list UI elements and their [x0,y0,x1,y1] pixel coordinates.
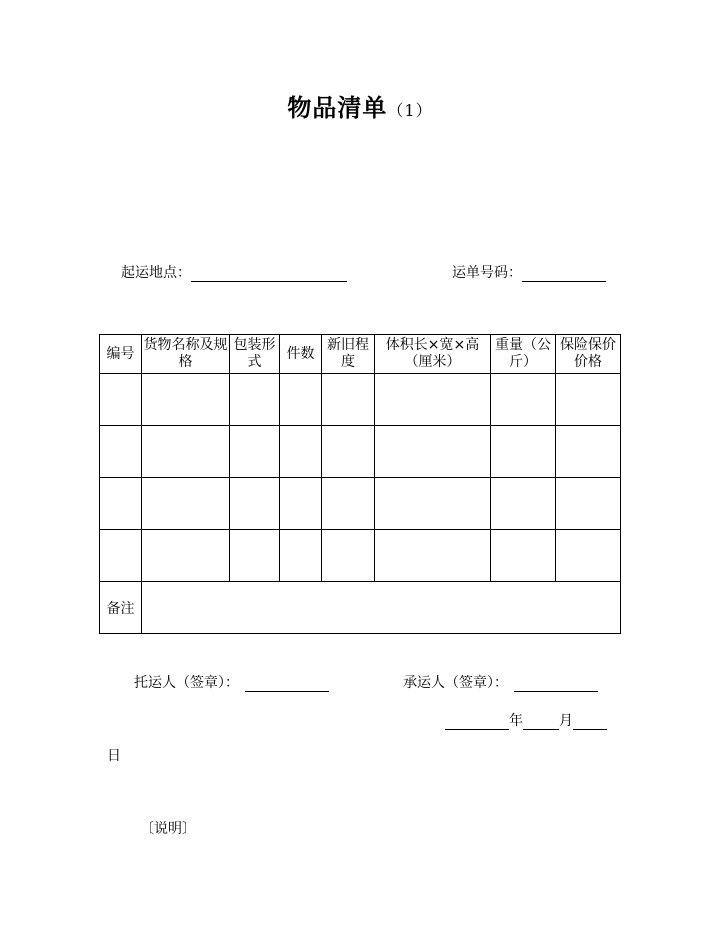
table-cell[interactable] [322,478,375,530]
remark-row [100,582,621,634]
header-weight: 重量（公斤） [491,335,556,374]
table-cell[interactable] [556,478,621,530]
table-cell[interactable] [100,426,142,478]
year-label: 年 [509,713,523,729]
origin-input-line[interactable] [191,267,347,282]
table-cell[interactable] [280,478,322,530]
table-row [100,426,621,478]
shipper-label: 托运人（签章）： [134,675,239,691]
header-volume: 体积长×宽×高（厘米） [375,335,491,374]
table-cell[interactable] [491,478,556,530]
document-title [0,88,720,123]
header-insured-value: 保险保价价格 [556,335,621,374]
table-row [100,478,621,530]
table-cell[interactable] [142,374,230,426]
table-cell[interactable] [280,530,322,582]
year-input-line[interactable] [445,715,509,730]
table-row [100,374,621,426]
remark-cell[interactable] [142,582,621,634]
table-cell[interactable] [142,530,230,582]
table-cell[interactable] [230,374,280,426]
month-input-line[interactable] [523,715,559,730]
table-cell[interactable] [375,478,491,530]
table-cell[interactable] [375,374,491,426]
month-label: 月 [559,713,573,729]
origin-field [121,262,347,282]
waybill-field [452,262,606,282]
header-quantity: 件数 [280,335,322,374]
header-number: 编号 [100,335,142,374]
day-label: 日 [107,748,121,764]
table-cell[interactable] [280,426,322,478]
carrier-field [403,672,598,692]
table-cell[interactable] [556,530,621,582]
remark-label: 备注 [100,582,142,634]
table-cell[interactable] [491,530,556,582]
table-cell[interactable] [100,478,142,530]
table-cell[interactable] [556,374,621,426]
table-cell[interactable] [230,478,280,530]
table-cell[interactable] [491,426,556,478]
shipper-field [134,672,329,692]
header-goods-name: 货物名称及规格 [142,335,230,374]
waybill-input-line[interactable] [522,267,606,282]
carrier-signature-line[interactable] [514,677,598,692]
date-field [445,710,607,730]
table-cell[interactable] [375,426,491,478]
origin-label: 起运地点： [121,265,191,281]
table-cell[interactable] [491,374,556,426]
table-cell[interactable] [375,530,491,582]
table-cell[interactable] [556,426,621,478]
table-cell[interactable] [142,426,230,478]
table-cell[interactable] [230,426,280,478]
waybill-label: 运单号码： [452,265,522,281]
header-packaging: 包装形式 [230,335,280,374]
table-cell[interactable] [142,478,230,530]
table-cell[interactable] [322,530,375,582]
table-cell[interactable] [230,530,280,582]
title-main: 物品清单 [287,93,388,122]
table-cell[interactable] [280,374,322,426]
table-cell[interactable] [100,530,142,582]
day-input-line[interactable] [573,715,607,730]
table-cell[interactable] [322,426,375,478]
goods-table [99,334,621,634]
table-cell[interactable] [100,374,142,426]
carrier-label: 承运人（签章）： [403,675,508,691]
header-condition: 新旧程度 [322,335,375,374]
table-cell[interactable] [322,374,375,426]
table-row [100,530,621,582]
shipper-signature-line[interactable] [245,677,329,692]
note-heading: 〔说明〕 [140,821,196,837]
table-header-row [100,335,621,374]
title-suffix: （1） [387,101,433,120]
